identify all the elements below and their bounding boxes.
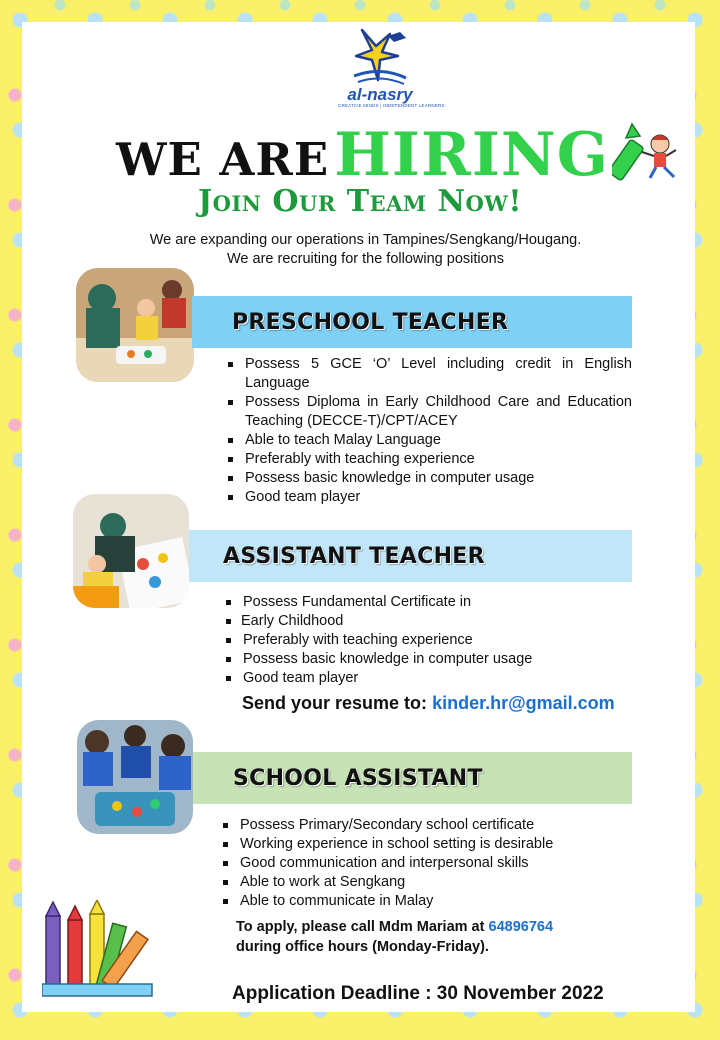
star-graduate-icon bbox=[348, 26, 412, 90]
banner-preschool-teacher bbox=[192, 296, 632, 348]
logo-name: al-nasry bbox=[347, 85, 413, 104]
classroom-photo-3 bbox=[77, 720, 193, 834]
subheadline: Join Our Team Now! bbox=[197, 184, 523, 219]
apply-prefix: To apply, please call Mdm Mariam at bbox=[236, 919, 485, 935]
apply-phone-link[interactable]: 64896764 bbox=[488, 919, 554, 935]
apply-suffix: during office hours (Monday-Friday). bbox=[236, 939, 489, 955]
list-item: Working experience in school setting is desirable bbox=[222, 835, 622, 854]
position-title: PRESCHOOL TEACHER bbox=[232, 309, 509, 335]
list-item: Possess basic knowledge in computer usage bbox=[227, 469, 632, 488]
intro-text bbox=[0, 231, 720, 269]
classroom-photo-2 bbox=[73, 494, 189, 608]
banner-school-assistant bbox=[193, 752, 632, 804]
position-title: SCHOOL ASSISTANT bbox=[233, 765, 483, 791]
headline-hiring: HIRING bbox=[334, 120, 609, 190]
list-item: Possess Primary/Secondary school certificate bbox=[222, 816, 622, 835]
list-item: Preferably with teaching experience bbox=[225, 631, 625, 650]
position-title: ASSISTANT TEACHER bbox=[223, 543, 485, 569]
list-item: Preferably with teaching experience bbox=[227, 450, 632, 469]
apply-info bbox=[236, 917, 553, 957]
list-item bbox=[225, 612, 625, 631]
resume-email-link[interactable]: kinder.hr@gmail.com bbox=[432, 693, 615, 713]
crayon-character-icon bbox=[612, 122, 682, 182]
list-item: Good communication and interpersonal skills bbox=[222, 854, 622, 873]
requirements-preschool-teacher bbox=[227, 355, 632, 507]
intro-line-2: We are recruiting for the following positions bbox=[227, 251, 504, 267]
resume-line bbox=[242, 693, 615, 714]
application-deadline: Application Deadline : 30 November 2022 bbox=[232, 983, 604, 1004]
list-item: Able to work at Sengkang bbox=[222, 873, 622, 892]
classroom-photo-1 bbox=[76, 268, 194, 382]
resume-label: Send your resume to: bbox=[242, 693, 428, 713]
headline bbox=[116, 120, 609, 190]
list-item-continuation: Early Childhood bbox=[241, 613, 344, 629]
al-nasry-logo bbox=[338, 26, 445, 116]
list-item: Possess Fundamental Certificate in bbox=[225, 593, 625, 612]
list-item: Possess basic knowledge in computer usage bbox=[225, 650, 625, 669]
requirements-assistant-teacher bbox=[225, 593, 625, 688]
list-item: Good team player bbox=[227, 488, 632, 507]
intro-line-1: We are expanding our operations in Tampines/Sengkang/Hougang. bbox=[149, 232, 582, 248]
list-item: Good team player bbox=[225, 669, 625, 688]
list-item: Able to communicate in Malay bbox=[222, 892, 622, 911]
crayons-icon bbox=[42, 900, 162, 998]
requirements-school-assistant bbox=[222, 816, 622, 911]
headline-we-are: WE ARE bbox=[116, 133, 330, 186]
list-item: Able to teach Malay Language bbox=[227, 431, 632, 450]
logo-tagline: CREATIVE MINDS | INDEPENDENT LEARNERS bbox=[338, 103, 445, 108]
list-item: Possess 5 GCE ‘O’ Level including credit in English Language bbox=[227, 355, 632, 393]
list-item: Possess Diploma in Early Childhood Care and Education Teaching (DECCE-T)/CPT/ACEY bbox=[227, 393, 632, 431]
banner-assistant-teacher bbox=[189, 530, 632, 582]
